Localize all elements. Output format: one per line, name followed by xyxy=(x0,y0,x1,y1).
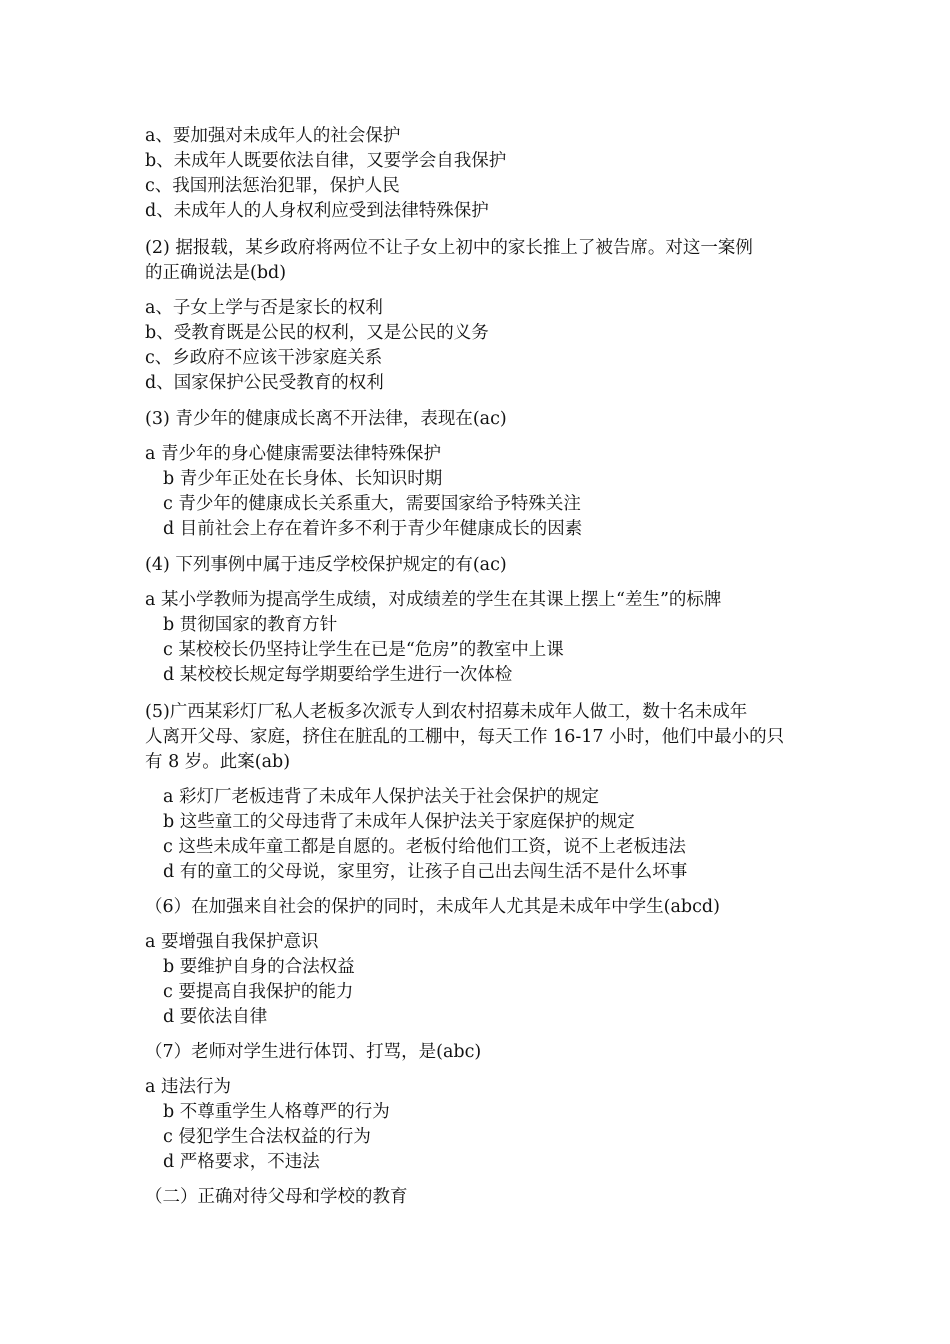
q3-question: (3) 青少年的健康成长离不开法律，表现在(ac) xyxy=(145,409,507,429)
q5-option-d: d 有的童工的父母说，家里穷，让孩子自己出去闯生活不是什么坏事 xyxy=(163,862,688,882)
q2-question-line1: (2) 据报载，某乡政府将两位不让子女上初中的家长推上了被告席。对这一案例 xyxy=(145,238,753,258)
q7-option-d: d 严格要求，不违法 xyxy=(163,1152,320,1172)
q1-option-b: b、未成年人既要依法自律，又要学会自我保护 xyxy=(145,151,507,171)
q3-option-a: a 青少年的身心健康需要法律特殊保护 xyxy=(145,444,441,464)
q6-question: （6）在加强来自社会的保护的同时，未成年人尤其是未成年中学生(abcd) xyxy=(145,897,720,917)
q1-option-c: c、我国刑法惩治犯罪，保护人民 xyxy=(145,176,400,196)
q7-option-c: c 侵犯学生合法权益的行为 xyxy=(163,1127,371,1147)
q3-option-b: b 青少年正处在长身体、长知识时期 xyxy=(163,469,443,489)
q2-option-c: c、乡政府不应该干涉家庭关系 xyxy=(145,348,383,368)
q2-option-a: a、子女上学与否是家长的权利 xyxy=(145,298,383,318)
q6-option-b: b 要维护自身的合法权益 xyxy=(163,957,355,977)
q4-option-c: c 某校校长仍坚持让学生在已是“危房”的教室中上课 xyxy=(163,640,564,660)
q7-option-a: a 违法行为 xyxy=(145,1077,231,1097)
q5-option-b: b 这些童工的父母违背了未成年人保护法关于家庭保护的规定 xyxy=(163,812,635,832)
q4-option-b: b 贯彻国家的教育方针 xyxy=(163,615,338,635)
q6-option-d: d 要依法自律 xyxy=(163,1007,268,1027)
q5-option-a: a 彩灯厂老板违背了未成年人保护法关于社会保护的规定 xyxy=(163,787,599,807)
q5-option-c: c 这些未成年童工都是自愿的。老板付给他们工资，说不上老板违法 xyxy=(163,837,686,857)
section-heading: （二）正确对待父母和学校的教育 xyxy=(145,1187,408,1207)
q2-question-line2: 的正确说法是(bd) xyxy=(145,263,287,283)
q4-option-a: a 某小学教师为提高学生成绩，对成绩差的学生在其课上摆上“差生”的标牌 xyxy=(145,590,722,610)
q3-option-d: d 目前社会上存在着许多不利于青少年健康成长的因素 xyxy=(163,519,583,539)
q4-option-d: d 某校校长规定每学期要给学生进行一次体检 xyxy=(163,665,513,685)
q1-option-a: a、要加强对未成年人的社会保护 xyxy=(145,126,401,146)
q7-option-b: b 不尊重学生人格尊严的行为 xyxy=(163,1102,390,1122)
q6-option-a: a 要增强自我保护意识 xyxy=(145,932,319,952)
q2-option-d: d、国家保护公民受教育的权利 xyxy=(145,373,384,393)
q3-option-c: c 青少年的健康成长关系重大，需要国家给予特殊关注 xyxy=(163,494,581,514)
q5-question-line2: 人离开父母、家庭，挤住在脏乱的工棚中，每天工作 16-17 小时，他们中最小的只 xyxy=(145,727,785,747)
q1-option-d: d、未成年人的人身权利应受到法律特殊保护 xyxy=(145,201,489,221)
q5-question-line3: 有 8 岁。此案(ab) xyxy=(145,752,291,772)
q2-option-b: b、受教育既是公民的权利，又是公民的义务 xyxy=(145,323,489,343)
q4-question: (4) 下列事例中属于违反学校保护规定的有(ac) xyxy=(145,555,507,575)
q7-question: （7）老师对学生进行体罚、打骂，是(abc) xyxy=(145,1042,482,1062)
q6-option-c: c 要提高自我保护的能力 xyxy=(163,982,354,1002)
q5-question-line1: (5)广西某彩灯厂私人老板多次派专人到农村招募未成年人做工，数十名未成年 xyxy=(145,702,748,722)
